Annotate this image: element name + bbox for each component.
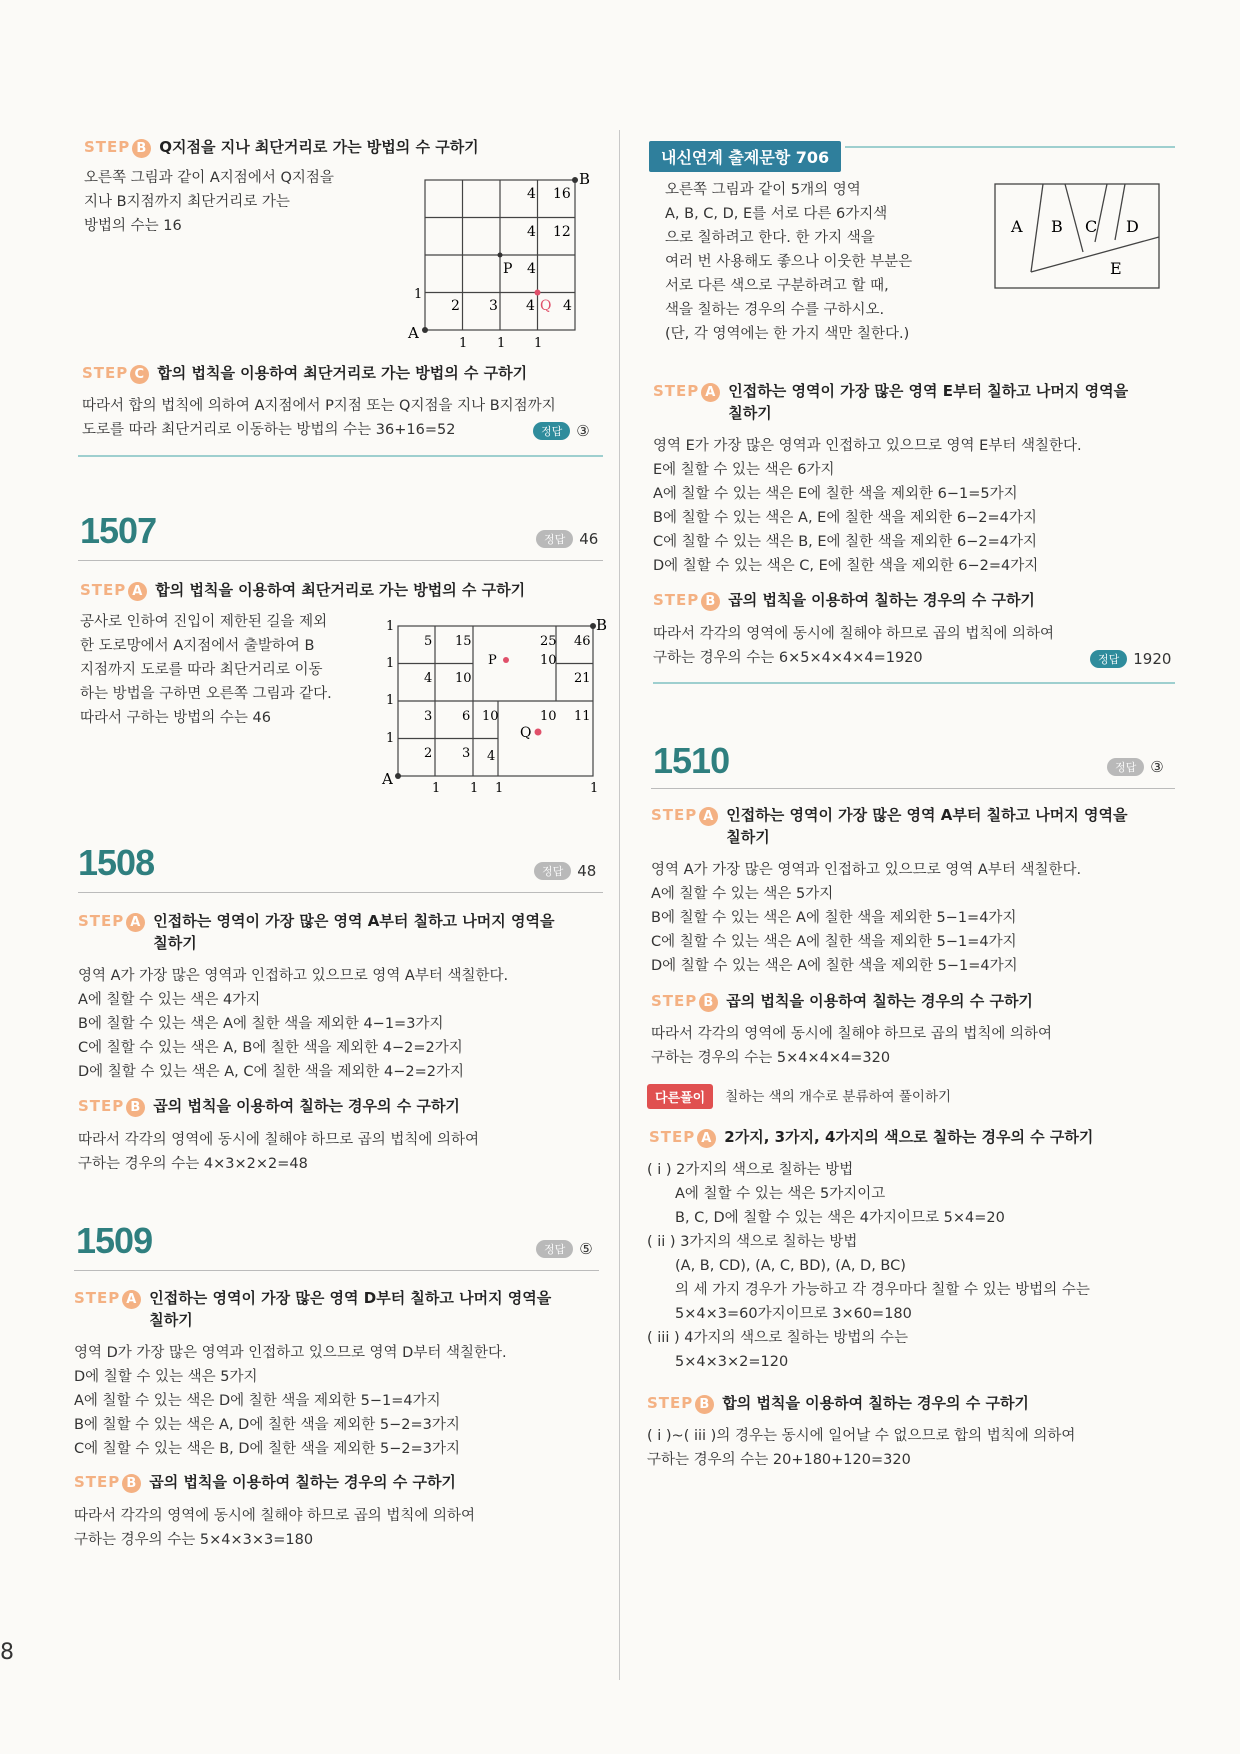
body-line: 영역 E가 가장 많은 영역과 인접하고 있으므로 영역 E부터 색칠한다. <box>653 438 1082 454</box>
step-tag: STEP A <box>651 804 718 826</box>
body-line: 방법의 수는 16 <box>84 218 182 234</box>
body-line: 구하는 경우의 수는 5×4×3×3=180 <box>74 1532 314 1548</box>
step-tag: STEP B <box>653 589 720 611</box>
answer-badge: 정답 <box>1090 650 1127 668</box>
svg-text:10: 10 <box>455 671 472 686</box>
body-line: D에 칠할 수 있는 색은 A에 칠한 색을 제외한 5−1=4가지 <box>651 958 1018 974</box>
svg-text:1: 1 <box>470 781 479 796</box>
body-line: A에 칠할 수 있는 색은 5가지 <box>651 886 834 902</box>
body-line: ( iii ) 4가지의 색으로 칠하는 방법의 수는 <box>647 1330 908 1346</box>
svg-text:46: 46 <box>574 634 591 649</box>
grid-figure-1507 <box>378 612 608 796</box>
svg-text:4: 4 <box>563 298 572 314</box>
body-line: 따라서 구하는 방법의 수는 46 <box>80 710 271 726</box>
body-line: C에 칠할 수 있는 색은 B, E에 칠한 색을 제외한 6−2=4가지 <box>653 534 1038 550</box>
svg-text:A: A <box>382 770 393 788</box>
svg-text:1: 1 <box>590 781 599 796</box>
body-line: C에 칠할 수 있는 색은 B, D에 칠한 색을 제외한 5−2=3가지 <box>74 1441 461 1457</box>
body-line: 오른쪽 그림과 같이 A지점에서 Q지점을 <box>84 170 334 186</box>
svg-text:1: 1 <box>386 731 395 746</box>
step-tag: STEP B <box>647 1392 714 1414</box>
body-line: A에 칠할 수 있는 색은 5가지이고 <box>675 1186 886 1202</box>
alt-desc: 칠하는 색의 개수로 분류하여 풀이하기 <box>725 1088 952 1105</box>
body-line: 구하는 경우의 수는 6×5×4×4×4=1920 <box>653 650 923 666</box>
label-b: B <box>579 170 591 188</box>
step-title: 합의 법칙을 이용하여 최단거리로 가는 방법의 수 구하기 <box>155 581 526 599</box>
svg-text:1: 1 <box>497 336 506 351</box>
body-line: 따라서 합의 법칙에 의하여 A지점에서 P지점 또는 Q지점을 지나 B지점까지 <box>82 398 556 414</box>
body-line: 공사로 인하여 진입이 제한된 길을 제외 <box>80 614 328 630</box>
body-line: B, C, D에 칠할 수 있는 색은 4가지이므로 5×4=20 <box>675 1210 1005 1226</box>
body-line: 하는 방법을 구하면 오른쪽 그림과 같다. <box>80 686 332 702</box>
answer-1510 <box>1107 756 1164 776</box>
step-a-header <box>78 910 554 954</box>
body-line: D에 칠할 수 있는 색은 A, C에 칠한 색을 제외한 4−2=2가지 <box>78 1064 465 1080</box>
body-line: 따라서 각각의 영역에 동시에 칠해야 하므로 곱의 법칙에 의하여 <box>78 1132 480 1148</box>
step-a-body <box>74 1341 599 1461</box>
body-line: 여러 번 사용해도 좋으나 이웃한 부분은 <box>665 254 913 270</box>
column-divider <box>619 130 620 1680</box>
alt-step-b-header <box>647 1392 1029 1414</box>
step-a-header <box>653 380 1128 424</box>
problem-number: 1510 <box>653 740 730 781</box>
label-a: A <box>408 324 419 342</box>
svg-text:16: 16 <box>553 186 571 202</box>
body-line: ( i ) 2가지의 색으로 칠하는 방법 <box>647 1162 854 1178</box>
body-line: A에 칠할 수 있는 색은 E에 칠한 색을 제외한 6−1=5가지 <box>653 486 1018 502</box>
step-tag: STEP A <box>78 910 145 932</box>
alt-step-b-body <box>647 1424 1175 1472</box>
svg-text:25: 25 <box>540 634 557 649</box>
step-title: 곱의 법칙을 이용하여 칠하는 경우의 수 구하기 <box>726 992 1033 1010</box>
body-line: 구하는 경우의 수는 20+180+120=320 <box>647 1452 911 1468</box>
alt-step-a-header <box>649 1126 1093 1148</box>
body-line: ( ii ) 3가지의 색으로 칠하는 방법 <box>647 1234 858 1250</box>
step-title: 인접하는 영역이 가장 많은 영역 D부터 칠하고 나머지 영역을 칠하기 <box>149 1289 552 1329</box>
body-line: 영역 D가 가장 많은 영역과 인접하고 있으므로 영역 D부터 색칠한다. <box>74 1345 507 1361</box>
answer-value: ③ <box>1150 757 1164 776</box>
step-b-header <box>651 990 1033 1012</box>
section-rule <box>78 455 603 457</box>
section-rule <box>78 892 603 893</box>
step-a-body <box>651 858 1176 978</box>
answer-value: 1920 <box>1133 649 1172 668</box>
step-b-body <box>84 166 374 238</box>
svg-text:Q: Q <box>520 725 532 741</box>
answer-badge: 정답 <box>533 422 570 440</box>
step-a-body <box>80 610 350 730</box>
svg-text:4: 4 <box>527 224 536 240</box>
body-line: 으로 칠하려고 한다. 한 가지 색을 <box>665 230 875 246</box>
svg-text:3: 3 <box>489 298 498 314</box>
step-tag: STEP A <box>653 380 720 402</box>
alt-tag: 다른풀이 <box>647 1084 713 1109</box>
answer-value: 48 <box>577 861 597 880</box>
page-number: 8 <box>0 1640 14 1665</box>
svg-text:3: 3 <box>424 709 433 724</box>
svg-text:1: 1 <box>386 693 395 708</box>
svg-text:1: 1 <box>459 336 468 351</box>
body-line: 색을 칠하는 경우의 수를 구하시오. <box>665 302 885 318</box>
body-line: C에 칠할 수 있는 색은 A에 칠한 색을 제외한 5−1=4가지 <box>651 934 1017 950</box>
svg-text:10: 10 <box>540 653 557 668</box>
svg-text:1: 1 <box>432 781 441 796</box>
answer-1506 <box>533 420 590 440</box>
answer-badge: 정답 <box>534 862 571 880</box>
body-line: 영역 A가 가장 많은 영역과 인접하고 있으므로 영역 A부터 색칠한다. <box>651 862 1082 878</box>
step-tag: STEP A <box>80 579 147 601</box>
svg-text:10: 10 <box>482 709 499 724</box>
step-title: 2가지, 3가지, 4가지의 색으로 칠하는 경우의 수 구하기 <box>724 1128 1094 1146</box>
step-b-header <box>78 1095 460 1117</box>
body-line: 따라서 각각의 영역에 동시에 칠해야 하므로 곱의 법칙에 의하여 <box>651 1026 1053 1042</box>
svg-text:1: 1 <box>534 336 543 351</box>
step-title: 인접하는 영역이 가장 많은 영역 E부터 칠하고 나머지 영역을 칠하기 <box>728 382 1129 422</box>
step-title: 합의 법칙을 이용하여 칠하는 경우의 수 구하기 <box>722 1394 1029 1412</box>
body-line: 5×4×3×2=120 <box>675 1354 789 1370</box>
body-line: B에 칠할 수 있는 색은 A에 칠한 색을 제외한 4−1=3가지 <box>78 1016 444 1032</box>
answer-706 <box>1090 648 1171 668</box>
body-line: 5×4×3=60가지이므로 3×60=180 <box>675 1306 912 1322</box>
body-line: 지나 B지점까지 최단거리로 가는 <box>84 194 290 210</box>
grid-figure-1506 <box>403 170 603 350</box>
alt-solution-header <box>647 1084 951 1109</box>
svg-text:21: 21 <box>574 671 591 686</box>
body-line: B에 칠할 수 있는 색은 A에 칠한 색을 제외한 5−1=4가지 <box>651 910 1017 926</box>
svg-text:15: 15 <box>455 634 472 649</box>
svg-text:A: A <box>1011 217 1023 236</box>
step-tag: STEP B <box>78 1095 145 1117</box>
body-line: 영역 A가 가장 많은 영역과 인접하고 있으므로 영역 A부터 색칠한다. <box>78 968 509 984</box>
svg-text:6: 6 <box>462 709 471 724</box>
step-title: 합의 법칙을 이용하여 최단거리로 가는 방법의 수 구하기 <box>157 364 528 382</box>
step-b-header <box>74 1471 456 1493</box>
body-line: 따라서 각각의 영역에 동시에 칠해야 하므로 곱의 법칙에 의하여 <box>74 1508 476 1524</box>
body-line: 따라서 각각의 영역에 동시에 칠해야 하므로 곱의 법칙에 의하여 <box>653 626 1055 642</box>
body-line: A, B, C, D, E를 서로 다른 6가지색 <box>665 206 888 222</box>
problem-number: 1508 <box>78 842 155 883</box>
svg-text:10: 10 <box>540 709 557 724</box>
answer-1509 <box>536 1238 593 1258</box>
body-line: C에 칠할 수 있는 색은 A, B에 칠한 색을 제외한 4−2=2가지 <box>78 1040 463 1056</box>
step-b-body <box>78 1128 603 1176</box>
header-rule <box>845 146 1175 148</box>
svg-text:3: 3 <box>462 746 471 761</box>
body-line: (단, 각 영역에는 한 가지 색만 칠한다.) <box>665 326 910 342</box>
step-title: 곱의 법칙을 이용하여 칠하는 경우의 수 구하기 <box>153 1097 460 1115</box>
answer-value: ③ <box>576 421 590 440</box>
step-c-body <box>82 394 607 442</box>
section-rule <box>78 560 603 561</box>
step-b-body <box>651 1022 1176 1070</box>
answer-value: 46 <box>579 529 599 548</box>
problem-number: 1507 <box>80 510 157 551</box>
body-line: B에 칠할 수 있는 색은 A, D에 칠한 색을 제외한 5−2=3가지 <box>74 1417 460 1433</box>
step-tag: STEP A <box>74 1287 141 1309</box>
svg-text:P: P <box>488 653 497 668</box>
step-tag: STEP B <box>651 990 718 1012</box>
svg-text:B: B <box>596 616 608 634</box>
body-line: (A, B, CD), (A, C, BD), (A, D, BC) <box>675 1258 906 1274</box>
step-c-header <box>82 362 527 384</box>
svg-text:D: D <box>1126 217 1139 236</box>
naesin-question <box>665 178 965 346</box>
body-line: 의 세 가지 경우가 가능하고 각 경우마다 칠할 수 있는 방법의 수는 <box>675 1282 1090 1298</box>
body-line: 한 도로망에서 A지점에서 출발하여 B <box>80 638 315 654</box>
body-line: 구하는 경우의 수는 5×4×4×4=320 <box>651 1050 891 1066</box>
svg-text:11: 11 <box>574 709 591 724</box>
body-line: A에 칠할 수 있는 색은 D에 칠한 색을 제외한 5−1=4가지 <box>74 1393 441 1409</box>
svg-text:B: B <box>1051 217 1063 236</box>
alt-step-a-body <box>647 1158 1175 1374</box>
svg-text:12: 12 <box>553 224 571 240</box>
step-a-header <box>651 804 1127 848</box>
svg-text:2: 2 <box>451 298 460 314</box>
step-a-header <box>74 1287 551 1331</box>
step-tag: STEP C <box>82 362 149 384</box>
body-line: A에 칠할 수 있는 색은 4가지 <box>78 992 261 1008</box>
naesin-label: 내신연계 출제문항 706 <box>649 141 841 172</box>
svg-text:4: 4 <box>526 298 535 314</box>
svg-text:4: 4 <box>527 186 536 202</box>
section-rule <box>653 682 1175 684</box>
body-line: 도로를 따라 최단거리로 이동하는 방법의 수는 36+16=52 <box>82 422 456 438</box>
step-b-header <box>653 589 1035 611</box>
answer-badge: 정답 <box>536 1240 573 1258</box>
problem-number: 1509 <box>76 1220 153 1261</box>
answer-1507 <box>536 528 598 548</box>
body-line: B에 칠할 수 있는 색은 A, E에 칠한 색을 제외한 6−2=4가지 <box>653 510 1037 526</box>
svg-text:P: P <box>503 261 513 277</box>
step-title: 인접하는 영역이 가장 많은 영역 A부터 칠하고 나머지 영역을 칠하기 <box>726 806 1128 846</box>
body-line: 서로 다른 색으로 구분하려고 할 때, <box>665 278 889 294</box>
svg-text:Q: Q <box>540 298 552 314</box>
section-rule <box>74 1270 599 1271</box>
region-figure-706 <box>993 182 1163 292</box>
step-tag: STEP B <box>74 1471 141 1493</box>
body-line: D에 칠할 수 있는 색은 C, E에 칠한 색을 제외한 6−2=4가지 <box>653 558 1039 574</box>
svg-text:1: 1 <box>414 287 423 302</box>
step-title: 인접하는 영역이 가장 많은 영역 A부터 칠하고 나머지 영역을 칠하기 <box>153 912 555 952</box>
section-rule <box>651 788 1175 789</box>
step-title: 곱의 법칙을 이용하여 칠하는 경우의 수 구하기 <box>728 591 1035 609</box>
answer-badge: 정답 <box>536 530 573 548</box>
body-line: ( i )~( iii )의 경우는 동시에 일어날 수 없으므로 합의 법칙에 의하여 <box>647 1428 1076 1444</box>
svg-text:4: 4 <box>527 261 536 277</box>
step-tag: STEP B <box>84 136 151 158</box>
step-b-header <box>84 136 479 158</box>
svg-text:1: 1 <box>495 781 504 796</box>
step-b-body <box>74 1504 599 1552</box>
answer-value: ⑤ <box>579 1239 593 1258</box>
svg-text:C: C <box>1085 217 1098 236</box>
svg-text:2: 2 <box>424 746 433 761</box>
svg-text:1: 1 <box>386 656 395 671</box>
answer-badge: 정답 <box>1107 758 1144 776</box>
step-title: 곱의 법칙을 이용하여 칠하는 경우의 수 구하기 <box>149 1473 456 1491</box>
naesin-header <box>649 141 841 172</box>
step-title: Q지점을 지나 최단거리로 가는 방법의 수 구하기 <box>159 138 479 156</box>
body-line: 구하는 경우의 수는 4×3×2×2=48 <box>78 1156 308 1172</box>
step-a-header <box>80 579 525 601</box>
svg-text:5: 5 <box>424 634 433 649</box>
svg-text:4: 4 <box>424 671 433 686</box>
svg-text:E: E <box>1110 259 1122 278</box>
step-a-body <box>78 964 603 1084</box>
body-line: E에 칠할 수 있는 색은 6가지 <box>653 462 835 478</box>
svg-text:4: 4 <box>487 749 496 764</box>
answer-1508 <box>534 860 596 880</box>
step-tag: STEP A <box>649 1126 716 1148</box>
body-line: D에 칠할 수 있는 색은 5가지 <box>74 1369 258 1385</box>
body-line: 오른쪽 그림과 같이 5개의 영역 <box>665 182 861 198</box>
svg-text:1: 1 <box>386 619 395 634</box>
step-a-body <box>653 434 1178 578</box>
body-line: 지점까지 도로를 따라 최단거리로 이동 <box>80 662 323 678</box>
